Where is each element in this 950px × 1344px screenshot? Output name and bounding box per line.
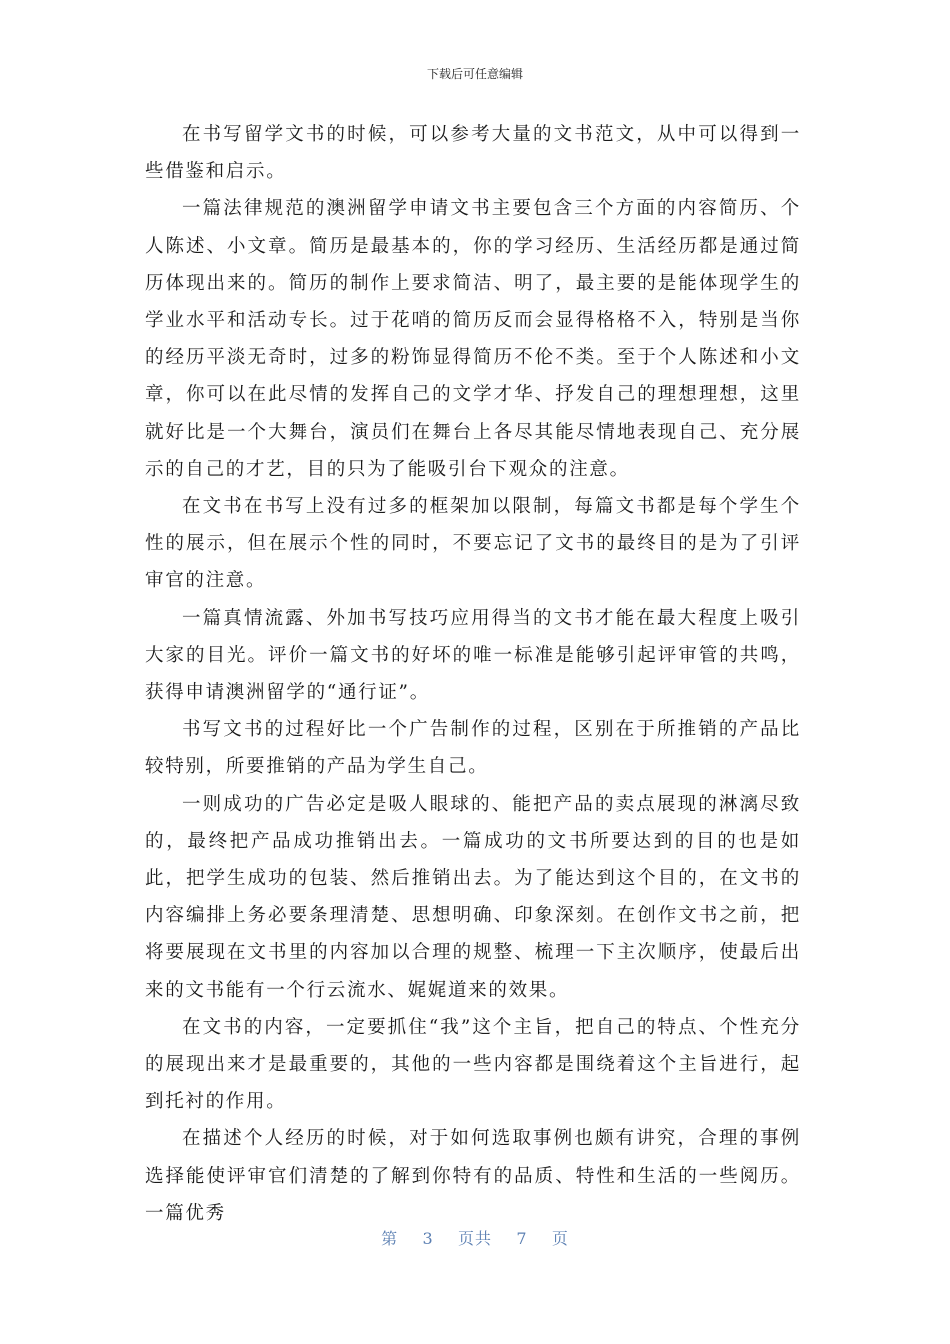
total-pages-number: 7 [516,1229,528,1248]
paragraph: 书写文书的过程好比一个广告制作的过程，区别在于所推销的产品比较特别，所要推销的产品为学生自己。 [145,719,801,778]
paragraph: 一则成功的广告必定是吸人眼球的、能把产品的卖点展现的淋漓尽致的，最终把产品成功推销出去。一篇成功的文书所要达到的目的也是如此，把学生成功的包装、然后推销出去。为了能达到这个目的，在文书的内容编排上务必要条理清楚、思想明确、印象深刻。在创作文书之前，把将要展现在文书里的内容加以合理的规整、梳理一下主次顺序，使最后出来的文书能有一个行云流水、娓娓道来的效果。 [145,793,801,1001]
page-prefix: 第 [381,1229,399,1248]
paragraph: 在文书在书写上没有过多的框架加以限制，每篇文书都是每个学生个性的展示，但在展示个性的同时，不要忘记了文书的最终目的是为了引评审官的注意。 [145,496,801,592]
page-middle: 页共 [457,1229,492,1248]
document-body [145,116,801,1232]
page-footer [0,1229,950,1249]
page-header [0,66,950,82]
current-page-number: 3 [422,1229,434,1248]
paragraph: 在书写留学文书的时候，可以参考大量的文书范文，从中可以得到一些借鉴和启示。 [145,124,801,183]
paragraph: 一篇真情流露、外加书写技巧应用得当的文书才能在最大程度上吸引大家的目光。评价一篇文书的好坏的唯一标准是能够引起评审管的共鸣，获得申请澳洲留学的“通行证”。 [145,607,801,704]
page-suffix: 页 [551,1229,569,1248]
paragraph: 在描述个人经历的时候，对于如何选取事例也颇有讲究，合理的事例选择能使评审官们清楚的了解到你特有的品质、特性和生活的一些阅历。一篇优秀 [145,1128,801,1224]
header-text: 下载后可任意编辑 [426,67,523,81]
paragraph: 一篇法律规范的澳洲留学申请文书主要包含三个方面的内容简历、个人陈述、小文章。简历是最基本的，你的学习经历、生活经历都是通过简历体现出来的。简历的制作上要求简洁、明了，最主要的是能体现学生的学业水平和活动专长。过于花哨的简历反而会显得格格不入，特别是当你的经历平淡无奇时，过多的粉饰显得简历不伦不类。至于个人陈述和小文章，你可以在此尽情的发挥自己的文学才华、抒发自己的理想理想，这里就好比是一个大舞台，演员们在舞台上各尽其能尽情地表现自己、充分展示的自己的才艺，目的只为了能吸引台下观众的注意。 [145,198,801,480]
paragraph: 在文书的内容，一定要抓住“我”这个主旨，把自己的特点、个性充分的展现出来才是最重要的，其他的一些内容都是围绕着这个主旨进行，起到托衬的作用。 [145,1016,801,1113]
